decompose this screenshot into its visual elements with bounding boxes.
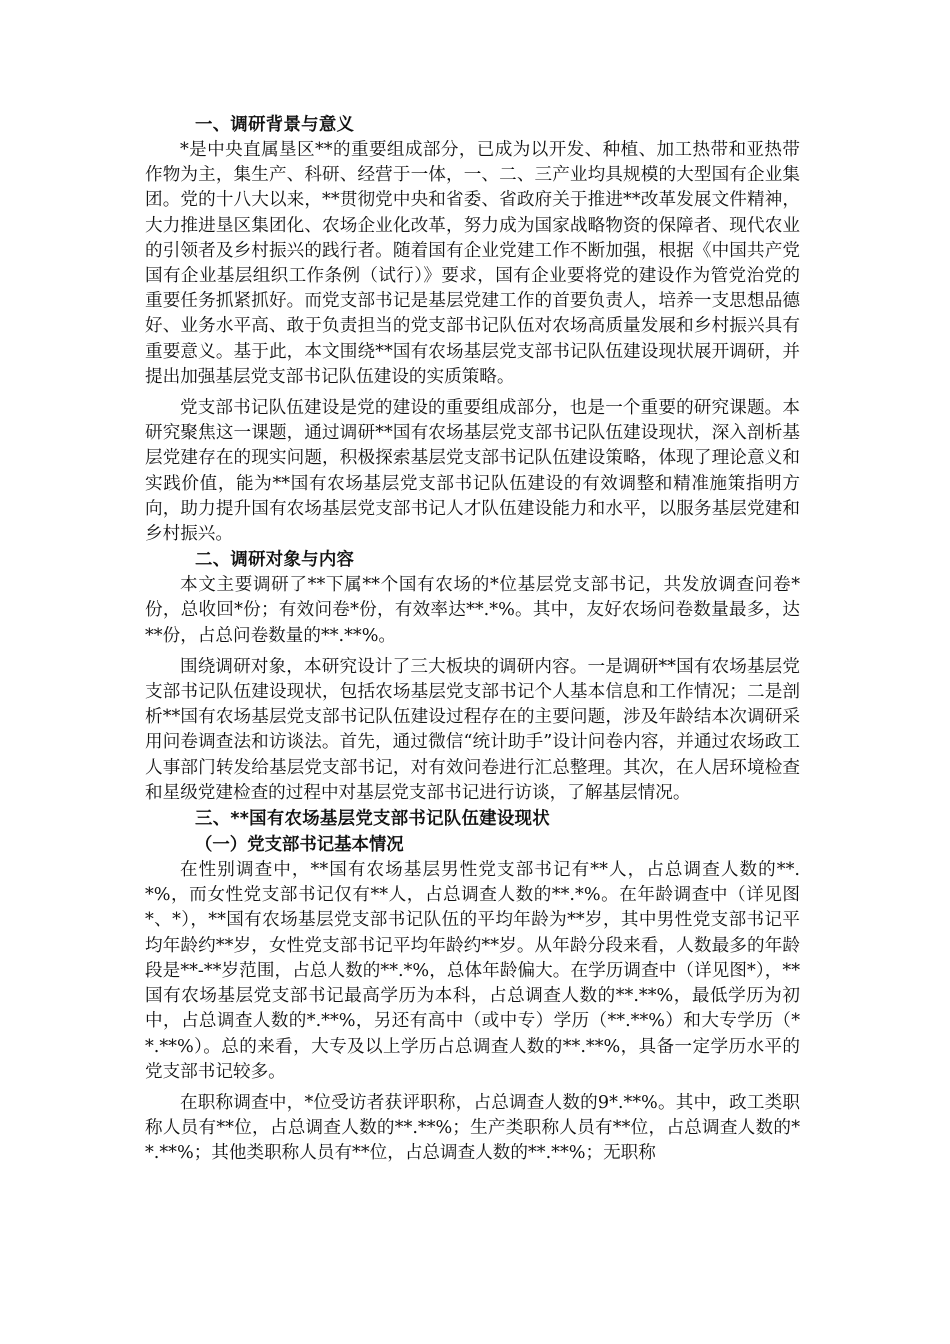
paragraph-basic-info-1: 在性别调查中，**国有农场基层男性党支部书记有**人，占总调查人数的**.*%，而女性党支部书记仅有**人，占总调查人数的**.*%。在年龄调查中（详见图*、*），**国有农场基层党支部书记队伍的平均年龄为**岁，其中男性党支部书记平均年龄约**岁，女性党支部书记平均年龄约**岁。从年龄分段来看，人数最多的年龄段是**-**岁范围，占总人数的**.*%，总体年龄偏大。在学历调查中（详见图*），**国有农场基层党支部书记最高学历为本科，占总调查人数的**.**%，最低学历为初中，占总调查人数的*.**%，另还有高中（或中专）学历（**.**%）和大专学历（**.**%）。总的来看，大专及以上学历占总调查人数的**.**%，具备一定学历水平的党支部书记较多。 (145, 860, 800, 1082)
paragraph-basic-info-2: 在职称调查中，*位受访者获评职称，占总调查人数的9*.**%。其中，政工类职称人员有**位，占总调查人数的**.**%；生产类职称人员有**位，占总调查人数的**.**%；其他类职称人员有**位，占总调查人数的**.**%；无职称 (145, 1092, 800, 1164)
paragraph-background-2: 党支部书记队伍建设是党的建设的重要组成部分，也是一个重要的研究课题。本研究聚焦这一课题，通过调研**国有农场基层党支部书记队伍建设现状，深入剖析基层党建存在的现实问题，积极探索基层党支部书记队伍建设策略，体现了理论意义和实践价值，能为**国有农场基层党支部书记队伍建设的有效调整和精准施策指明方向，助力提升国有农场基层党支部书记人才队伍建设能力和水平，以服务基层党建和乡村振兴。 (145, 398, 800, 545)
subsection-heading-basic-info: （一）党支部书记基本情况 (195, 835, 404, 856)
document-page (145, 112, 800, 1167)
paragraph-subjects-2: 围绕调研对象，本研究设计了三大板块的调研内容。一是调研**国有农场基层党支部书记队伍建设现状，包括农场基层党支部书记个人基本信息和工作情况；二是剖析**国有农场基层党支部书记队伍建设过程存在的主要问题，涉及年龄结本次调研采用问卷调查法和访谈法。首先，通过微信“统计助手”设计问卷内容，并通过农场政工人事部门转发给基层党支部书记，对有效问卷进行汇总整理。其次，在人居环境检查和星级党建检查的过程中对基层党支部书记进行访谈，了解基层情况。 (145, 656, 800, 803)
paragraph-background-1: *是中央直属垦区**的重要组成部分，已成为以开发、种植、加工热带和亚热带作物为主，集生产、科研、经营于一体，一、二、三产业均具规模的大型国有企业集团。党的十八大以来，**贯彻党中央和省委、省政府关于推进**改革发展文件精神，大力推进垦区集团化、农场企业化改革，努力成为国家战略物资的保障者、现代农业的引领者及乡村振兴的践行者。随着国有企业党建工作不断加强，根据《中国共产党国有企业基层组织工作条例（试行）》要求，国有企业要将党的建设作为管党治党的重要任务抓紧抓好。而党支部书记是基层党建工作的首要负责人，培养一支思想品德好、业务水平高、敢于负责担当的党支部书记队伍对农场高质量发展和乡村振兴具有重要意义。基于此，本文围绕**国有农场基层党支部书记队伍建设现状展开调研，并提出加强基层党支部书记队伍建设的实质策略。 (145, 140, 800, 387)
section-heading-status: 三、**国有农场基层党支部书记队伍建设现状 (195, 809, 550, 830)
paragraph-subjects-1: 本文主要调研了**下属**个国有农场的*位基层党支部书记，共发放调查问卷*份，总收回*份；有效问卷*份，有效率达**.*%。其中，友好农场问卷数量最多，达**份，占总问卷数量的**.**%。 (145, 575, 800, 646)
section-heading-background: 一、调研背景与意义 (195, 115, 355, 135)
section-heading-subjects: 二、调研对象与内容 (195, 550, 355, 571)
